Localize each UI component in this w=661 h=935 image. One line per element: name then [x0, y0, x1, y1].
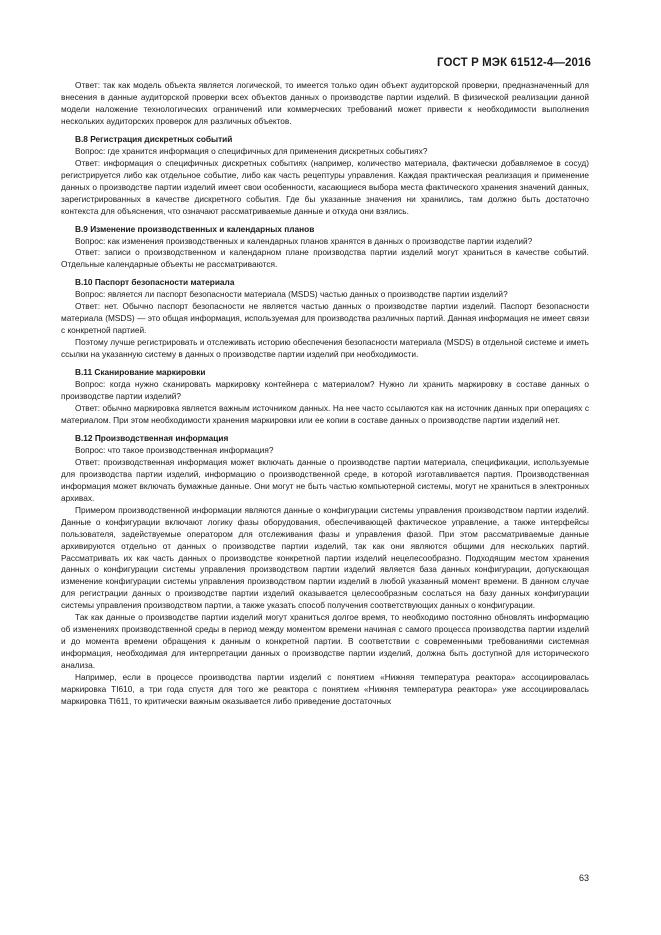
paragraph: Вопрос: является ли паспорт безопасности материала (MSDS) частью данных о производстве партии изделий? [75, 289, 508, 300]
paragraph: Вопрос: где хранится информация о специфичных для применения дискретных событиях? [75, 145, 428, 156]
document-header: ГОСТ Р МЭК 61512-4—2016 [437, 57, 591, 69]
paragraph: Ответ: информация о специфичных дискретных событиях (например, количество материала, фактически добавляемое в сосуд) регистрируется либо как отдельное событие, либо как часть рецептуры управления. Каждая практическая реализация и применение данных о производстве партии изделий имеет свои особенности, касающиеся выбора места фактического хранения значений данных, зарегистрированных в качестве дискретного события. Где бы указанные значения ни хранились, там должно быть достаточно контекста для объяснения, что означают рассматриваемые данные и откуда они взялись. [61, 157, 589, 216]
paragraph: Например, если в процессе производства партии изделий с понятием «Нижняя температура реактора» ассоциировалась маркировка TI610, а три года спустя для того же реактора с понятием «Нижняя температура реактора» уже ассоциировалась маркировка TI611, то критически важным оказывается либо приведение достаточных [61, 672, 589, 706]
paragraph: Ответ: так как модель объекта является логической, то имеется только один объект аудиторской проверки, предназначенный для внесения в данные аудиторской проверки всех объектов данных о производстве партии изделий. В физической реализации данной модели наложение технологических ограничений или коммерческих требований может привести к необходимости выполнения нескольких аудиторских проверок для различных объектов. [61, 80, 589, 126]
section-heading: В.8 Регистрация дискретных событий [75, 133, 233, 144]
section-heading: В.12 Производственная информация [75, 432, 229, 443]
section-heading: В.10 Паспорт безопасности материала [75, 277, 235, 288]
paragraph: Ответ: обычно маркировка является важным источником данных. На нее часто ссылаются как на источник данных при операциях с материалом. При этом необходимости хранения маркировки или ее копии в составе данных о производстве партии изделий нет. [61, 403, 589, 425]
section-heading: В.11 Сканирование маркировки [75, 367, 206, 378]
paragraph: Ответ: производственная информация может включать данные о производстве партии материала, спецификации, используемые для производства партии изделий, информацию о производственной среде, в которой изготавливается партия. Производственная информация может включать бумажные данные. Они могут не быть частью компьютерной системы, могут не храниться в электронных архивах. [61, 456, 589, 503]
paragraph: Ответ: нет. Обычно паспорт безопасности не является частью данных о производстве партии изделий. Паспорт безопасности материала (MSDS) — это общая информация, используемая для производства различных партий. Данная информация не имеет связи с конкретной партией. [61, 301, 589, 336]
paragraph: Вопрос: когда нужно сканировать маркировку контейнера с материалом? Нужно ли хранить маркировку в составе данных о производстве партии изделий? [61, 379, 589, 402]
paragraph: Вопрос: как изменения производственных и календарных планов хранятся в данных о производстве партии изделий? [75, 235, 533, 246]
document-body [61, 80, 589, 708]
paragraph: Поэтому лучше регистрировать и отслеживать историю обеспечения безопасности материала (MSDS) в отдельной системе и иметь ссылки на указанную систему в данных о производстве партии изделий при необходимости. [61, 337, 589, 360]
paragraph: Вопрос: что такое производственная информация? [75, 444, 274, 455]
paragraph: Примером производственной информации являются данные о конфигурации системы управления производством партии изделий. Данные о конфигурации включают логику фазы оборудования, обеспечивающей фактическое управление, а также интерфейсы пользователя, задействуемые оператором для отслеживания фазы и управления фазой. При этом рассматриваемые данные архивируются отдельно от данных о производстве партии изделий, так как они являются общими для нескольких партий. Рассматривать их как часть данных о производстве конкретной партии изделий нецелесообразно. Подходящим местом хранения данных о конфигурации системы управления производством партии изделий является база данных конфигурации, допускающая изменение конфигурации системы управления производством партии изделий в любой указанный момент времени. В данном случае для регистрации данных о производстве партии изделий оказывается целесообразным сослаться на базу данных конфигурации системы управления производством партии, а также указать способ получения соответствующих данных о конфигурации. [61, 504, 589, 611]
paragraph: Так как данные о производстве партии изделий могут храниться долгое время, то необходимо постоянно обновлять информацию об изменениях производственной среды в период между моментом времени начиная с самого процесса производства партии изделий и до момента времени обращения к данным о конкретной партии. В соответствии с современными требованиями системная информация, необходимая для интерпретации данных о производстве партии изделий, должна быть доступной для исторического анализа. [61, 612, 589, 671]
page-number: 63 [578, 873, 589, 883]
section-heading: В.9 Изменение производственных и календарных планов [75, 223, 315, 234]
paragraph: Ответ: записи о производственном и календарном плане производства партии изделий могут храниться в качестве событий. Отдельные календарные объекты не рассматриваются. [61, 247, 589, 270]
